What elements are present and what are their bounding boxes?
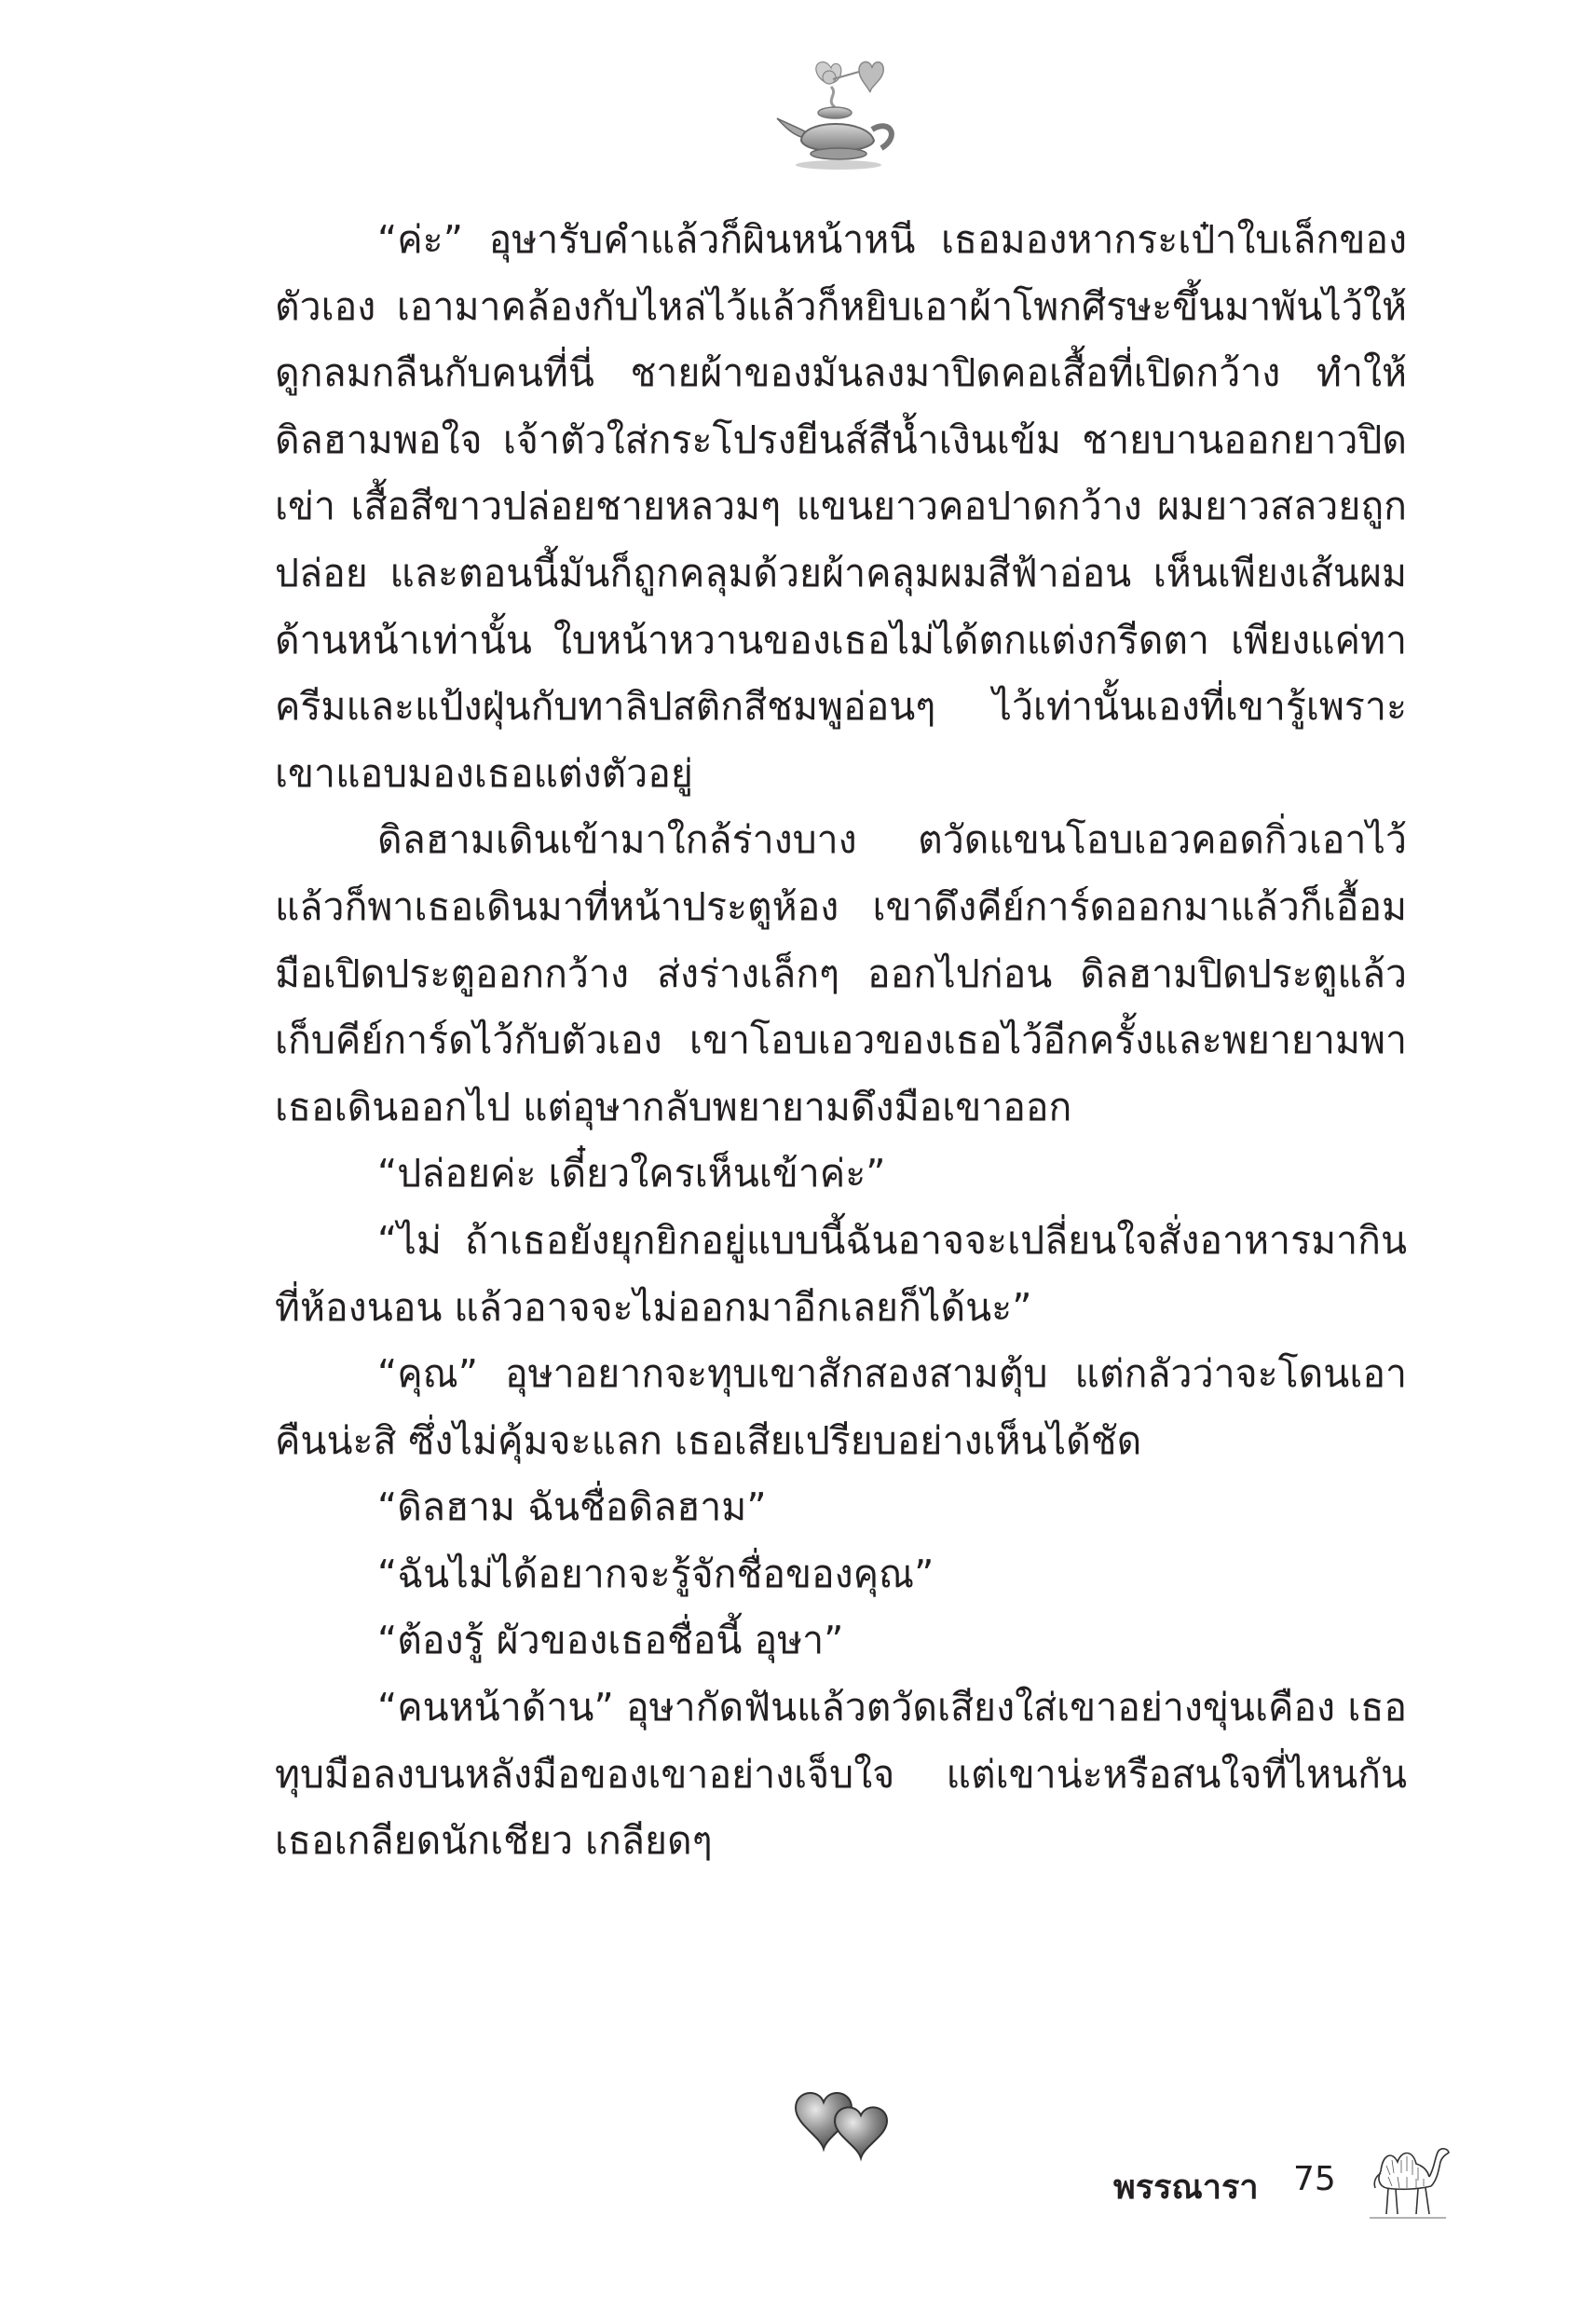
paragraph: “คนหน้าด้าน” อุษากัดฟันแล้วตวัดเสียงใส่เขาอย่างขุ่นเคือง เธอทุบมือลงบนหลังมือของเขาอย่างเจ็บใจ แต่เขาน่ะหรือสนใจที่ไหนกัน เธอเกลียดนักเชียว เกลียดๆ <box>275 1685 1407 1864</box>
footer-book-title: พรรณารา <box>1113 2168 1259 2207</box>
page-number: 75 <box>1293 2160 1336 2198</box>
paragraph: “ต้องรู้ ผัวของเธอชื่อนี้ อุษา” <box>377 1618 844 1663</box>
paragraph: “ไม่ ถ้าเธอยังยุกยิกอยู่แบบนี้ฉันอาจจะเปลี่ยนใจสั่งอาหารมากินที่ห้องนอน แล้วอาจจะไม่ออกมาอีกเลยก็ได้นะ” <box>275 1217 1407 1330</box>
paragraph: “ฉันไม่ได้อยากจะรู้จักชื่อของคุณ” <box>377 1551 934 1596</box>
hearts-icon <box>790 2087 897 2167</box>
paragraph: ดิลฮามเดินเข้ามาใกล้ร่างบาง ตวัดแขนโอบเอวคอดกิ่วเอาไว้ แล้วก็พาเธอเดินมาที่หน้าประตูห้อง เขาดึงคีย์การ์ดออกมาแล้วก็เอื้อมมือเปิดประตูออกกว้าง ส่งร่างเล็กๆ ออกไปก่อน ดิลฮามปิดประตูแล้วเก็บคีย์การ์ดไว้กับตัวเอง เขาโอบเอวของเธอไว้อีกครั้งและพยายามพาเธอเดินออกไป แต่อุษากลับพยายามดึงมือเขาออก <box>275 817 1407 1129</box>
camel-icon <box>1360 2134 1453 2222</box>
paragraph: “ดิลฮาม ฉันชื่อดิลฮาม” <box>377 1484 767 1530</box>
paragraph: “ค่ะ” อุษารับคำแล้วก็ผินหน้าหนี เธอมองหากระเป๋าใบเล็กของตัวเอง เอามาคล้องกับไหล่ไว้แล้วก็หยิบเอาผ้าโพกศีรษะขึ้นมาพันไว้ให้ดูกลมกลืนกับคนที่นี่ ชายผ้าของมันลงมาปิดคอเสื้อที่เปิดกว้าง ทำให้ดิลฮามพอใจ เจ้าตัวใส่กระโปรงยีนส์สีน้ำเงินเข้ม ชายบานออกยาวปิดเข่า เสื้อสีขาวปล่อยชายหลวมๆ แขนยาวคอปาดกว้าง ผมยาวสลวยถูกปล่อย และตอนนี้มันก็ถูกคลุมด้วยผ้าคลุมผมสีฟ้าอ่อน เห็นเพียงเส้นผมด้านหน้าเท่านั้น ใบหน้าหวานของเธอไม่ได้ตกแต่งกรีดตา เพียงแค่ทาครีมและแป้งฝุ่นกับทาลิปสติกสีชมพูอ่อนๆ ไว้เท่านั้นเองที่เขารู้เพราะเขาแอบมองเธอแต่งตัวอยู่ <box>275 217 1407 796</box>
body-text <box>275 207 1407 1875</box>
paragraph: “ปล่อยค่ะ เดี๋ยวใครเห็นเข้าค่ะ” <box>377 1151 886 1197</box>
paragraph: “คุณ” อุษาอยากจะทุบเขาสักสองสามตุ้บ แต่กลัวว่าจะโดนเอาคืนน่ะสิ ซึ่งไม่คุ้มจะแลก เธอเสียเปรียบอย่างเห็นได้ชัด <box>275 1351 1407 1463</box>
teapot-cupid-icon <box>773 51 913 172</box>
